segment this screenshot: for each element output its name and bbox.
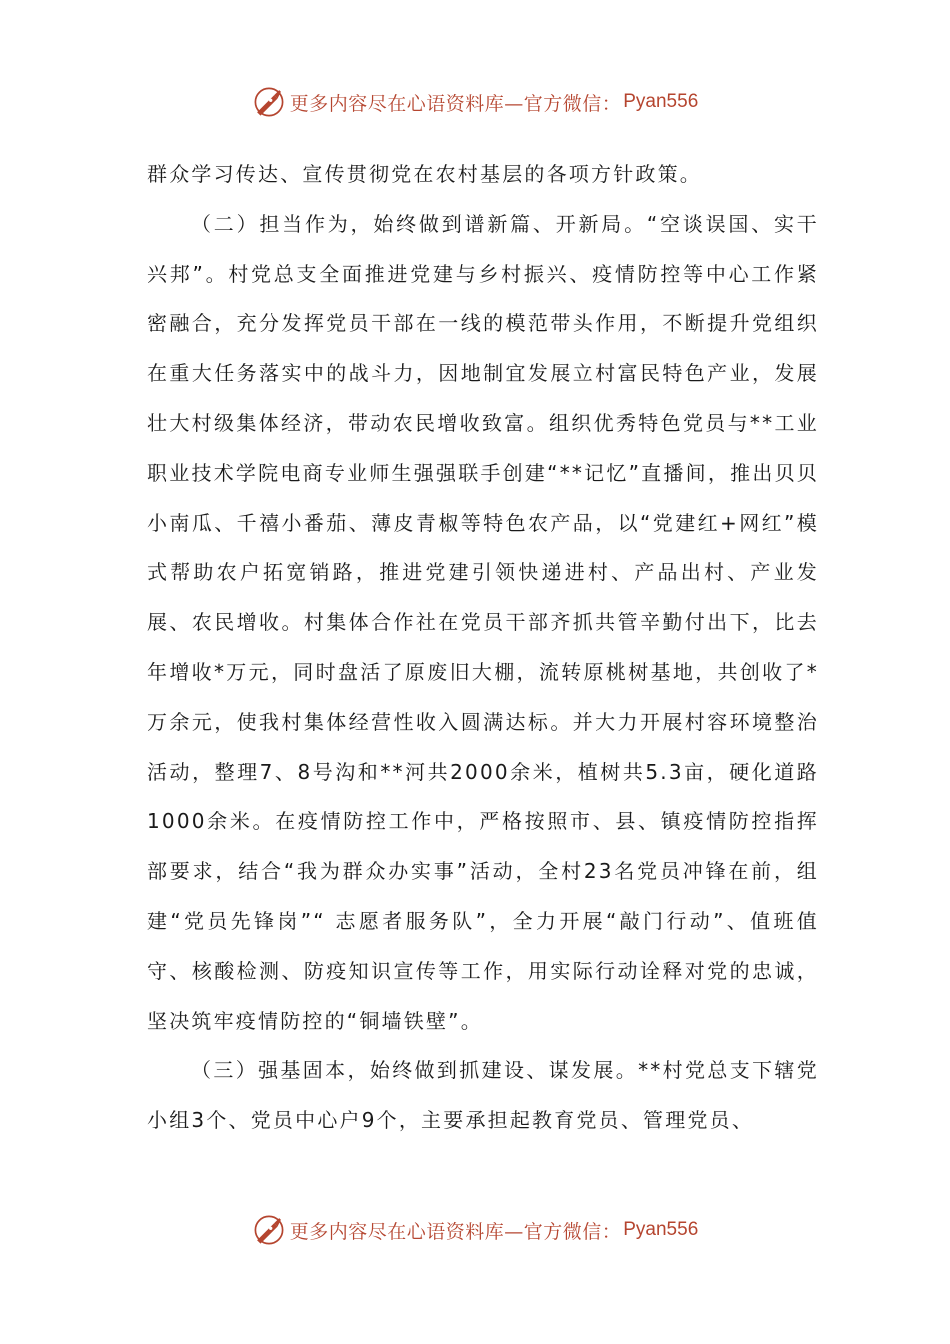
pen-nib-icon xyxy=(252,1213,286,1247)
banner-text: 更多内容尽在心语资料库—官方微信： xyxy=(289,1220,622,1243)
paragraph-section-3: （三）强基固本，始终做到抓建设、谋发展。**村党总支下辖党小组3个、党员中心户9个，主要承担起教育党员、管理党员、 xyxy=(147,1058,819,1133)
pen-nib-icon xyxy=(252,85,286,119)
paragraph-section-2: （二）担当作为，始终做到谱新篇、开新局。“空谈误国、实干兴邦”。村党总支全面推进党建与乡村振兴、疫情防控等中心工作紧密融合，充分发挥党员干部在一线的模范带头作用，不断提升党组织在重大任务落实中的战斗力，因地制宜发展立村富民特色产业，发展壮大村级集体经济，带动农民增收致富。组织优秀特色党员与**工业职业技术学院电商专业师生强强联手创建“**记忆”直播间，推出贝贝小南瓜、千禧小番茄、薄皮青椒等特色农产品，以“党建红+网红”模式帮助农户拓宽销路，推进党建引领快递进村、产品出村、产业发展、农民增收。村集体合作社在党员干部齐抓共管辛勤付出下，比去年增收*万元，同时盘活了原废旧大棚，流转原桃树基地，共创收了*万余元，使我村集体经营性收入圆满达标。并大力开展村容环境整治活动，整理7、8号沟和**河共2000余米，植树共5.3亩，硬化道路1000余米。在疫情防控工作中，严格按照市、县、镇疫情防控指挥部要求，结合“我为群众办实事”活动，全村23名党员冲锋在前，组建“党员先锋岗”“ 志愿者服务队”，全力开展“敲门行动”、值班值守、核酸检测、防疫知识宣传等工作，用实际行动诠释对党的忠诚，坚决筑牢疫情防控的“铜墙铁壁”。 xyxy=(147,211,819,1033)
paragraph-continuation: 群众学习传达、宣传贯彻党在农村基层的各项方针政策。 xyxy=(147,162,702,186)
banner-text: 更多内容尽在心语资料库—官方微信： xyxy=(289,92,622,115)
header-watermark-banner xyxy=(0,84,950,120)
footer-watermark-banner xyxy=(0,1212,950,1248)
banner-wechat-id: Pyan556 xyxy=(623,1219,699,1240)
document-body xyxy=(147,150,819,1146)
banner-wechat-id: Pyan556 xyxy=(623,91,699,112)
